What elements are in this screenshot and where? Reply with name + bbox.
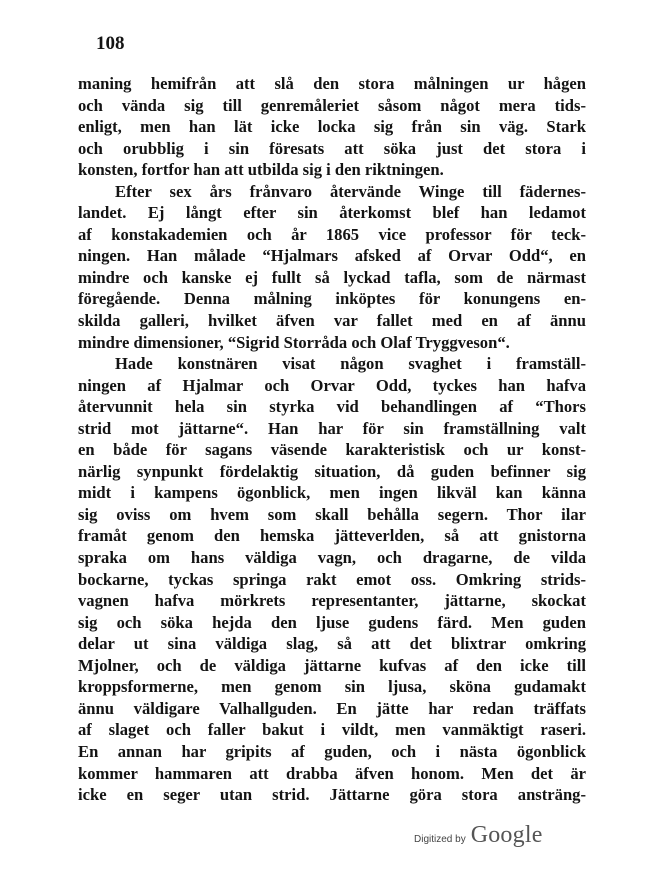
text-line: strid mot jättarne“. Han har för sin framställning valt <box>78 418 586 438</box>
text-line: delar ut sina väldiga slag, så att det blixtrar omkring <box>78 634 586 654</box>
text-line: enligt, men han lät icke locka sig från sin väg. Stark <box>78 117 586 137</box>
text-line: ännu väldigare Valhallguden. En jätte har redan träffats <box>78 698 586 718</box>
text-line: spraka om hans väldiga vagn, och dragarne, de vilda <box>78 548 586 568</box>
text-line: återvunnit hela sin styrka vid behandlingen af “Thors <box>78 397 586 417</box>
text-line: och vända sig till genremåleriet såsom något mera tids- <box>78 95 586 115</box>
text-line: bockarne, tyckas springa rakt emot oss. Omkring strids- <box>78 569 586 589</box>
text-line: ningen. Han målade “Hjalmars afsked af Orvar Odd“, en <box>78 246 586 266</box>
google-logo: Google <box>470 822 543 848</box>
text-line: kommer hammaren att drabba äfven honom. Men det är <box>78 763 586 783</box>
text-line: närlig synpunkt fördelaktig situation, då guden befinner sig <box>78 461 586 481</box>
text-line: ningen af Hjalmar och Orvar Odd, tyckes han hafva <box>78 375 586 395</box>
digitized-by-watermark <box>414 822 543 849</box>
text-line: framåt genom den hemska jätteverlden, så att gnistorna <box>78 526 586 546</box>
text-line: landet. Ej långt efter sin återkomst blef han ledamot <box>78 203 586 223</box>
text-line: föregående. Denna målning inköptes för konungens en- <box>78 289 586 309</box>
text-line: Efter sex års frånvaro återvände Winge till fädernes- <box>115 181 586 201</box>
text-line: En annan har gripits af guden, och i nästa ögonblick <box>78 741 586 761</box>
text-line: midt i kampens ögonblick, men ingen likväl kan känna <box>78 483 586 503</box>
text-line: vagnen hafva mörkrets representanter, jättarne, skockat <box>78 591 586 611</box>
text-line: Hade konstnären visat någon svaghet i framställ- <box>115 354 586 374</box>
text-line: sig oviss om hvem som skall behålla segern. Thor ilar <box>78 504 586 524</box>
text-line: skilda galleri, hvilket äfven var fallet med en af ännu <box>78 311 586 331</box>
digitized-by-label: Digitized by <box>414 834 466 845</box>
text-line: maning hemifrån att slå den stora målningen ur hågen <box>78 74 586 93</box>
text-line: af slaget och faller bakut i vildt, men vanmäktigt raseri. <box>78 720 586 740</box>
text-line: mindre dimensioner, “Sigrid Storråda och Olaf Tryggveson“. <box>78 332 510 352</box>
text-line: mindre och kanske ej fullt så lyckad tafla, som de närmast <box>78 267 586 287</box>
text-line: Mjolner, och de väldiga jättarne kufvas af den icke till <box>78 655 586 675</box>
body-text <box>78 73 586 806</box>
text-line: icke en seger utan strid. Jättarne göra stora ansträng- <box>78 785 586 805</box>
text-line: och orubblig i sin föresats att söka just det stora i <box>78 138 586 158</box>
page-number: 108 <box>96 33 125 54</box>
text-line: sig och söka hejda den ljuse gudens färd. Men guden <box>78 612 586 632</box>
text-line: kroppsformerne, men genom sin ljusa, sköna gudamakt <box>78 677 586 697</box>
text-line: en både för sagans väsende karakteristisk och ur konst- <box>78 440 586 460</box>
text-line: konsten, fortfor han att utbilda sig i den riktningen. <box>78 160 444 180</box>
text-line: af konstakademien och år 1865 vice professor för teck- <box>78 224 586 244</box>
